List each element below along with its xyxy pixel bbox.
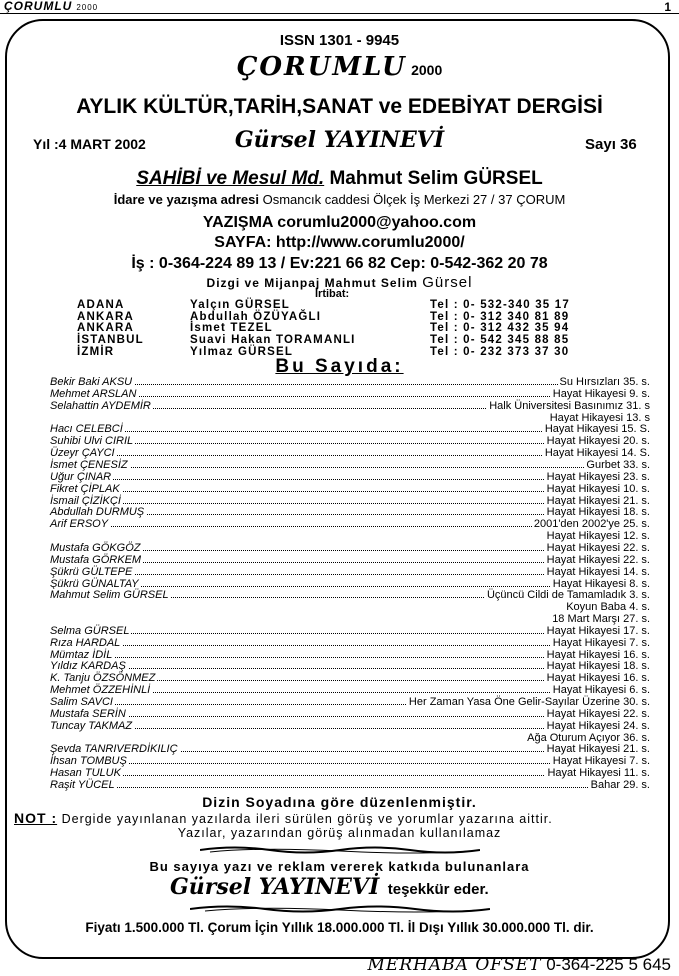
note-line1: Dergide yayınlanan yazılarda ileri sürülen görüş ve yorumlar yazarına aittir. — [61, 812, 553, 826]
toc-author: Mustafa SERİN — [50, 707, 126, 720]
toc-row — [50, 708, 650, 720]
toc-entry: Hayat Hikayesi 8. s. — [552, 577, 650, 590]
toc-entry: Hayat Hikayesi 22. s. — [546, 541, 650, 554]
toc-row — [50, 720, 650, 732]
toc-author: Arif ERSOY — [50, 518, 109, 531]
toc-row — [50, 625, 650, 637]
toc-row — [50, 589, 650, 601]
toc-entry: Su Hırsızları 35. s. — [559, 376, 650, 388]
contact-tel: Tel : 0- 532-340 35 17 — [430, 299, 570, 311]
toc-author: Fikret ÇİPLAK — [50, 482, 120, 495]
toc-entry: Hayat Hikayesi 11. s. — [547, 767, 650, 779]
contact-name: Yılmaz GÜRSEL — [190, 346, 294, 358]
toc-author: Hasan TULUK — [50, 767, 121, 779]
contact-name: Suavi Hakan TORAMANLI — [190, 334, 356, 346]
issn: ISSN 1301 - 9945 — [279, 32, 400, 49]
toc-entry: Hayat Hikayesi 23. s. — [546, 470, 650, 483]
toc-row — [50, 423, 650, 435]
toc-entry: Hayat Hikayesi 18. s. — [546, 506, 650, 519]
sorted-note: Dizin Soyadına göre düzenlenmiştir. — [202, 794, 477, 810]
toc-row — [50, 471, 650, 483]
header-magazine: ÇORUMLU 2000 — [4, 0, 99, 13]
thanks-line: Bu sayıya yazı ve reklam vererek katkıda bulunanlara — [149, 859, 530, 874]
toc-row — [50, 435, 650, 447]
printer-tel: 0-364-225 5 645 — [546, 955, 671, 974]
contact-name: İsmet TEZEL — [190, 322, 273, 334]
toc-author: Abdullah DURMUŞ — [50, 506, 145, 519]
toc-author: Üzeyr ÇAYCI — [50, 447, 115, 460]
toc-row — [50, 684, 650, 696]
publisher-logo: Gürsel YAYINEVİ — [234, 127, 445, 153]
year-date: Yıl :4 MART 2002 — [33, 136, 146, 152]
toc-row — [50, 755, 650, 767]
contact-name: Abdullah ÖZÜYAĞLI — [190, 311, 322, 323]
toc-row — [50, 518, 650, 530]
toc-extra-entry: Koyun Baba 4. s. — [566, 601, 650, 614]
contact-tel: Tel : 0- 232 373 37 30 — [430, 346, 570, 358]
toc-author: Salim SAVCI — [50, 696, 113, 708]
printer — [367, 955, 671, 975]
toc-row — [50, 672, 650, 684]
contact-city: İZMİR — [77, 346, 115, 358]
toc-entry: Hayat Hikayesi 10. s. — [546, 482, 650, 495]
website: SAYFA: http://www.corumlu2000/ — [214, 234, 465, 251]
note — [14, 810, 553, 826]
toc-author: Mustafa GÖRKEM — [50, 553, 142, 566]
toc-author: Mahmut Selim GÜRSEL — [50, 589, 169, 602]
toc-extra-entry: Hayat Hikayesi 13. s — [549, 411, 650, 424]
toc-entry: Her Zaman Yasa Öne Gelir-Sayılar Üzerine 30. s. — [408, 696, 650, 708]
toc-author: Raşit YÜCEL — [50, 778, 115, 791]
toc-author: Mümtaz İDİL — [50, 648, 113, 661]
contact-name: Yalçın GÜRSEL — [190, 299, 290, 311]
toc-author: Bekir Baki AKSU — [50, 376, 133, 388]
top-header — [0, 0, 679, 14]
layout-by-label: Dizgi ve Mijanpaj Mahmut Selim — [206, 276, 418, 290]
toc-row — [50, 566, 650, 578]
toc-author: Yıldız KARDAŞ — [50, 660, 126, 673]
toc-author: Mustafa GÖKGÖZ — [50, 541, 141, 554]
logo-year: 2000 — [411, 62, 443, 78]
toc-leader — [50, 467, 650, 468]
owner-label: SAHİBİ ve Mesul Md. — [136, 168, 325, 189]
toc-row — [50, 459, 650, 471]
toc-entry: Hayat Hikayesi 21. s. — [546, 743, 650, 756]
toc-row — [50, 376, 650, 388]
toc-entry: Hayat Hikayesi 15. S. — [544, 423, 650, 436]
toc-entry: Hayat Hikayesi 17. s. — [546, 624, 650, 637]
contact-tel: Tel : 0- 312 340 81 89 — [430, 311, 570, 323]
toc-row — [50, 495, 650, 507]
toc-extra-entry: Ağa Oturum Açıyor 36. s. — [527, 731, 650, 744]
toc-author: Mehmet ÖZZEHİNLİ — [50, 684, 151, 697]
toc-author: Selma GÜRSEL — [50, 624, 130, 637]
toc-entry: 2001'den 2002'ye 25. s. — [533, 518, 650, 531]
toc-row — [50, 578, 650, 590]
toc-row — [50, 767, 650, 779]
contact-city: İSTANBUL — [77, 334, 144, 346]
contacts-title: İrtibat: — [315, 288, 350, 300]
thanks-text: teşekkür eder. — [387, 881, 489, 898]
contact-city: ANKARA — [77, 322, 135, 334]
toc-author: Uğur ÇINAR — [50, 470, 112, 483]
toc-row — [50, 400, 650, 412]
toc-entry: Hayat Hikayesi 22. s. — [546, 707, 650, 720]
toc-author: Rıza HARDAL — [50, 636, 121, 649]
toc-row — [50, 637, 650, 649]
toc-author: Şükrü GÜLTEPE — [50, 565, 133, 578]
toc-entry: Üçüncü Cildi de Tamamladık 3. s. — [486, 589, 650, 602]
toc-author: Hacı CELEBCİ — [50, 423, 123, 436]
phones: İş : 0-364-224 89 13 / Ev:221 66 82 Cep: 0-542-362 20 78 — [131, 255, 548, 272]
toc-row — [50, 696, 650, 708]
address — [0, 192, 679, 207]
contact-tel: Tel : 0- 312 432 35 94 — [430, 322, 570, 334]
toc-author: İsmet ÇENESİZ — [50, 458, 128, 471]
toc-entry: Hayat Hikayesi 7. s. — [552, 755, 650, 768]
toc-entry: Hayat Hikayesi 20. s. — [546, 435, 650, 448]
logo — [0, 52, 679, 82]
email: YAZIŞMA corumlu2000@yahoo.com — [202, 214, 477, 231]
owner — [0, 168, 679, 190]
toc-author: Şevda TANRIVERDİKILIÇ — [50, 743, 178, 756]
toc-author: İhsan TOMBUŞ — [50, 755, 127, 768]
contact-city: ADANA — [77, 299, 125, 311]
toc-author: K. Tanju ÖZSÖNMEZ — [50, 672, 156, 685]
toc-row — [50, 447, 650, 459]
toc-author: Selahattin AYDEMİR — [50, 399, 151, 412]
toc-entry: Hayat Hikayesi 14. s. — [546, 565, 650, 578]
toc-entry: Hayat Hikayesi 16. s. — [546, 672, 650, 685]
toc-entry: Bahar 29. s. — [590, 778, 650, 791]
toc-row — [50, 483, 650, 495]
note-label: NOT : — [14, 810, 58, 826]
toc-author: Tuncay TAKMAZ — [50, 719, 133, 732]
price: Fiyatı 1.500.000 Tl. Çorum İçin Yıllık 18.000.000 Tl. İl Dışı Yıllık 30.000.000 Tl. dir. — [85, 920, 594, 935]
contact-tel: Tel : 0- 542 345 88 85 — [430, 334, 570, 346]
toc-extra-entry: 18 Mart Marşı 27. s. — [552, 613, 650, 625]
toc-author: Suhibi Ulvi CIRIL — [50, 435, 134, 448]
toc-extra-entry: Hayat Hikayesi 12. s. — [546, 530, 650, 542]
toc-entry: Hayat Hikayesi 24. s. — [546, 719, 650, 732]
toc-leader — [50, 787, 650, 788]
toc-entry: Hayat Hikayesi 9. s. — [552, 387, 650, 400]
address-label: İdare ve yazışma adresi — [113, 192, 259, 207]
printer-name: MERHABA OFSET — [367, 955, 542, 975]
toc-row — [50, 743, 650, 755]
toc-row — [50, 542, 650, 554]
ornament-bottom — [190, 904, 490, 914]
toc-entry: Hayat Hikayesi 16. s. — [546, 648, 650, 661]
page-number: 1 — [664, 0, 671, 14]
logo-name: ÇORUMLU — [236, 52, 407, 82]
contact-city: ANKARA — [77, 311, 135, 323]
toc-row — [50, 554, 650, 566]
toc-row — [50, 779, 650, 791]
toc-row — [50, 506, 650, 518]
toc-title: Bu Sayıda: — [275, 356, 404, 377]
toc-row — [50, 660, 650, 672]
toc-entry: Gurbet 33. s. — [586, 458, 650, 471]
thanks-publisher — [170, 874, 489, 900]
address-value: Osmancık caddesi Ölçek İş Merkezi 27 / 37 ÇORUM — [262, 192, 566, 207]
publisher-logo-2: Gürsel YAYINEVİ — [170, 874, 380, 900]
toc-entry: Hayat Hikayesi 21. s. — [546, 494, 650, 507]
toc-row — [50, 388, 650, 400]
layout-by-name: Gürsel — [422, 274, 473, 291]
toc-entry: Hayat Hikayesi 18. s. — [546, 660, 650, 673]
toc-author: İsmail ÇİZİKÇİ — [50, 494, 121, 507]
toc-entry: Hayat Hikayesi 22. s. — [546, 553, 650, 566]
toc-row — [50, 649, 650, 661]
toc-entry: Hayat Hikayesi 14. S. — [544, 447, 650, 460]
toc-entry: Hayat Hikayesi 6. s. — [552, 684, 650, 697]
header-rule — [0, 13, 679, 14]
owner-name: Mahmut Selim GÜRSEL — [329, 168, 543, 189]
ornament-top — [200, 845, 480, 855]
toc-author: Mehmet ARSLAN — [50, 387, 137, 400]
toc-entry: Hayat Hikayesi 7. s. — [552, 636, 650, 649]
note-line2: Yazılar, yazarından görüş alınmadan kullanılamaz — [177, 826, 502, 840]
subtitle: AYLIK KÜLTÜR,TARİH,SANAT ve EDEBİYAT DERGİSİ — [76, 95, 603, 118]
toc-author: Şükrü GÜNALTAY — [50, 577, 139, 590]
issue-number: Sayı 36 — [585, 136, 637, 153]
toc-entry: Halk Üniversitesi Basınımız 31. s — [489, 399, 650, 412]
